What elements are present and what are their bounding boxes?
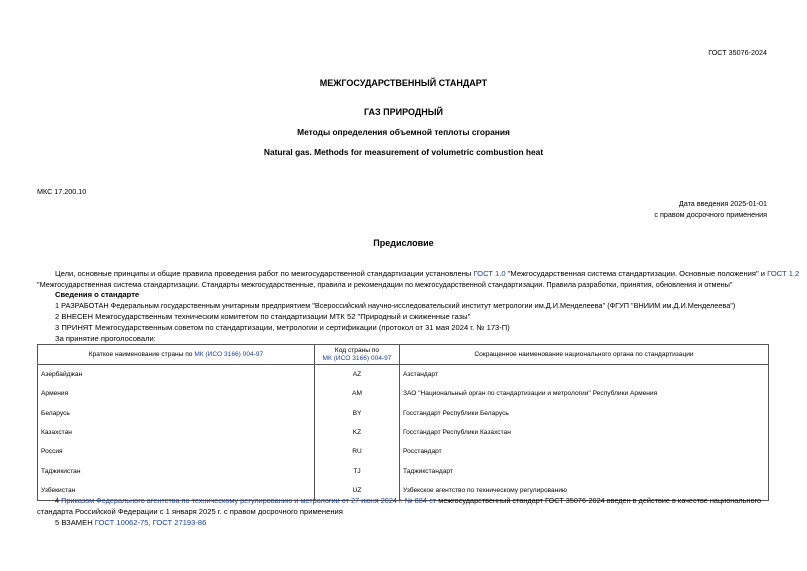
standards-body: Госстандарт Республики Казахстан [400,423,769,442]
info-item-4-line1: 4 Приказом Федерального агентства по техническому регулированию и метрологии от 27 июня 2024 г. № 884-ст межгосударственный стандарт ГОСТ 35076-2024 введен в действие в качестве национального [55,496,762,505]
preface-text: Цели, основные принципы и общие правила проведения работ по межгосударственной стандартизации установлены [55,269,474,278]
country-code: BY [315,404,400,423]
table-row [38,423,769,442]
country-name: Узбекистан [38,481,315,501]
info-item-2: 2 ВНЕСЕН Межгосударственным техническим комитетом по стандартизации МТК 52 "Природный и сжиженные газы" [55,312,471,321]
table-row [38,384,769,403]
document-title: ГАЗ ПРИРОДНЫЙ [363,107,444,117]
column-header-country: Краткое наименование страны по МК (ИСО 3166) 004-97 [38,345,315,365]
gost-1-0-link[interactable]: ГОСТ 1.0 [473,269,506,278]
table-row [38,461,769,480]
table-row [38,404,769,423]
standard-header: МЕЖГОСУДАРСТВЕННЫЙ СТАНДАРТ [319,78,488,88]
table-header-row [38,345,769,365]
standards-body: ЗАО "Национальный орган по стандартизации и метрологии" Республики Армения [400,384,769,403]
country-name: Армения [38,384,315,403]
column-header-code: Код страны по МК (ИСО 3166) 004-97 [315,345,400,365]
standards-body: Росстандарт [400,442,769,461]
country-name: Азербайджан [38,365,315,385]
standards-body: Узбекское агентство по техническому регулированию [400,481,769,501]
country-name: Беларусь [38,404,315,423]
country-code: KZ [315,423,400,442]
introduction-note: с правом досрочного применения [654,210,767,219]
preface-paragraph-line2: "Межгосударственная система стандартизации. Стандарты межгосударственные, правила и рекомендации по межгосударственной стандартизации. Правила разработки, принятия, обновления и отмены" [37,280,733,289]
mk-iso-link[interactable]: МК (ИСО 3166) 004-97 [322,354,392,362]
preface-text: "Межгосударственная система стандартизации. Основные положения" и [505,269,768,278]
mks-code: МКС 17.200.10 [37,187,87,196]
country-code: AZ [315,365,400,385]
gost-1-2-link[interactable]: ГОСТ 1.2 [767,269,800,278]
preface-title: Предисловие [373,238,434,248]
standards-body: Госстандарт Республики Беларусь [400,404,769,423]
introduction-date: Дата введения 2025-01-01 [678,199,767,208]
document-code: ГОСТ 35076-2024 [708,48,767,57]
country-code: TJ [315,461,400,480]
subtitle-russian: Методы определения объемной теплоты сгорания [297,127,510,137]
subtitle-english: Natural gas. Methods for measurement of volumetric combustion heat [263,147,544,157]
info-item-4-line2: стандарта Российской Федерации с 1 января 2025 г. с правом досрочного применения [37,507,343,516]
order-link[interactable]: Приказом Федерального агентства по техническому регулированию и метрологии от 27 июня 2024 г. № 884-ст [61,496,437,505]
country-name: Казахстан [38,423,315,442]
info-item-5: 5 ВЗАМЕН ГОСТ 10062-75, ГОСТ 27193-86 [55,518,207,527]
country-name: Россия [38,442,315,461]
table-row [38,365,769,385]
countries-table [37,344,769,501]
column-header-body: Сокращенное наименование национального органа по стандартизации [400,345,769,365]
standards-body: Азстандарт [400,365,769,385]
country-code: RU [315,442,400,461]
preface-paragraph-line1 [55,269,799,278]
vote-label: За принятие проголосовали: [55,334,156,343]
mk-iso-link[interactable]: МК (ИСО 3166) 004-97 [194,350,264,358]
country-name: Таджикистан [38,461,315,480]
country-code: AM [315,384,400,403]
info-item-1: 1 РАЗРАБОТАН Федеральным государственным унитарным предприятием "Всероссийский научно-исследовательский институт метрологии им.Д.И.Менделеева" (ФГУП "ВНИИМ им.Д.И.Менделеева") [55,301,736,310]
standards-body: Таджикстандарт [400,461,769,480]
table-row [38,442,769,461]
replaced-gost-link[interactable]: ГОСТ 10062-75, ГОСТ 27193-86 [94,518,207,527]
standard-info-heading: Сведения о стандарте [55,290,140,299]
info-item-3: 3 ПРИНЯТ Межгосударственным советом по стандартизации, метрологии и сертификации (протокол от 31 мая 2024 г. № 173-П) [55,323,510,332]
country-code: UZ [315,481,400,501]
